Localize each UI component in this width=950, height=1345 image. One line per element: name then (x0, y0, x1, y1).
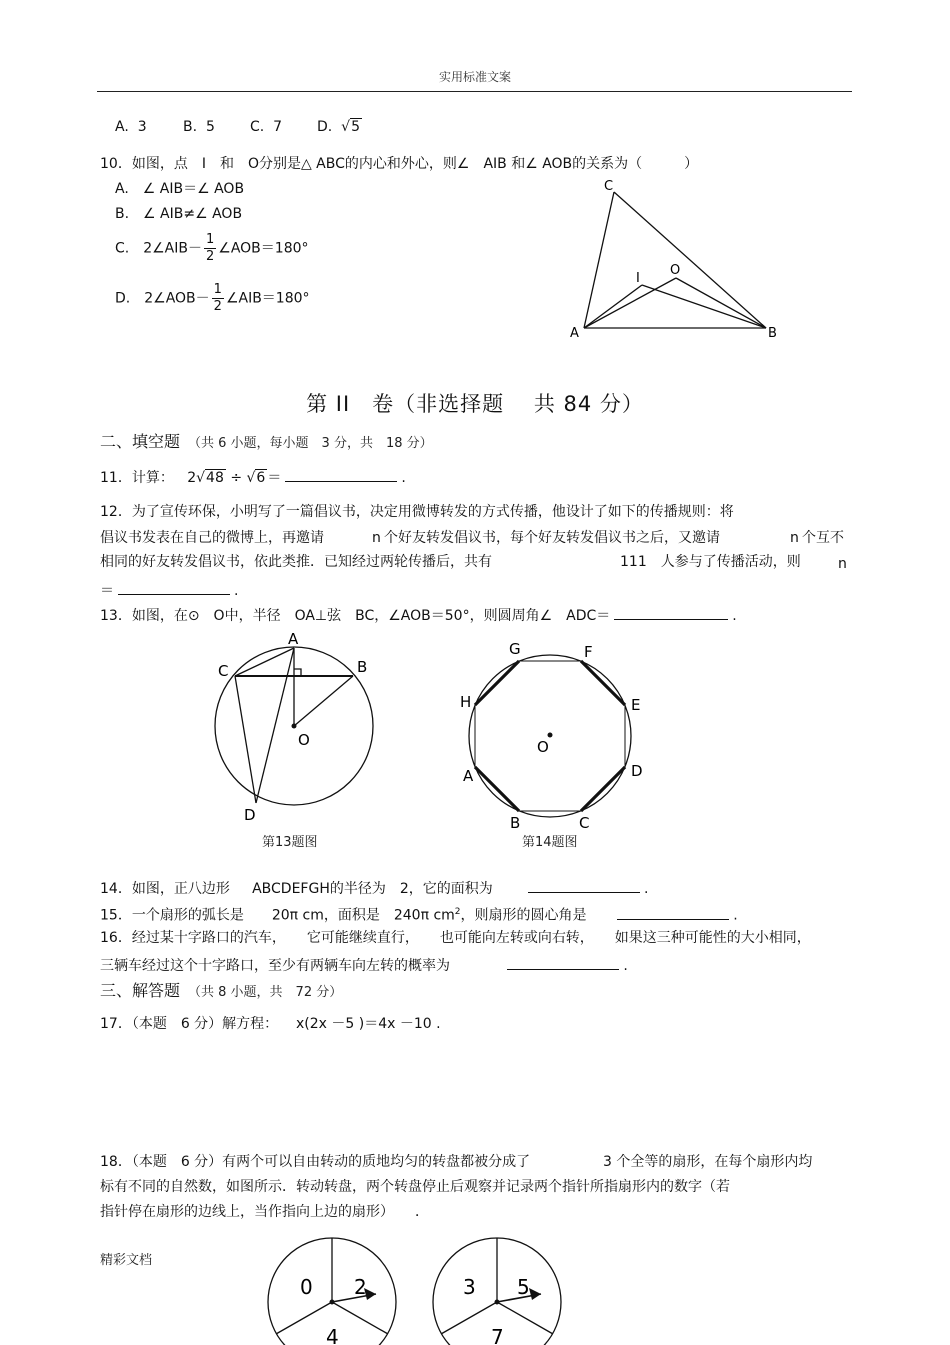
q14-answer-blank[interactable] (528, 878, 640, 893)
side-ac (584, 192, 614, 328)
spinner-2-divider-right (497, 1302, 553, 1334)
chord-da (256, 648, 294, 803)
label-a: A (463, 767, 474, 785)
chord-cd (235, 676, 256, 803)
spinner-1-number-4: 4 (326, 1325, 339, 1345)
fraction-half: $\frac{1}{2}$ (206, 232, 215, 264)
q16-line-1: 16．经过某十字路口的汽车， 它可能继续直行， 也可能向左转或向右转， 如果这三种可能性的大小相同， (100, 930, 811, 946)
page-footer: 精彩文档 (100, 1253, 153, 1268)
spinner-1-divider-right (332, 1302, 388, 1334)
q14: 14．如图，正八边形 ABCDEFGH的半径为 2，它的面积为 . (100, 878, 648, 898)
q12-line-2e: 个互不 (802, 530, 844, 546)
part-two-title: 第 II 卷（非选择题 共 84 分） (306, 392, 644, 416)
q17: 17．（本题 6 分）解方程： x(2x －5 )＝4x －10 . (100, 1016, 441, 1032)
segment-ib (642, 285, 766, 328)
right-angle-mark (294, 669, 301, 676)
q18-line-1a: 18．（本题 6 分）有两个可以自由转动的质地均匀的转盘都被分成了 (100, 1154, 531, 1170)
q18-line-3: 指针停在扇形的边线上，当作指向上边的扇形） ． (100, 1204, 429, 1220)
q11: 11．计算： 2√48 ÷ √6 ＝ . (100, 467, 406, 487)
label-c: C (604, 179, 614, 194)
q12-line-3b: 111 人参与了传播活动，则 (620, 554, 801, 570)
q13-answer-blank[interactable] (614, 605, 728, 620)
page-header: 实用标准文案 (438, 70, 511, 84)
label-h: H (460, 693, 472, 711)
q12-n-1: n (372, 530, 381, 546)
spinner-2 (427, 1230, 567, 1345)
q9-option-b: B. 5 (183, 119, 215, 135)
q10-option-a: A. ∠ AIB＝∠ AOB (115, 181, 245, 197)
q9-option-c: C. 7 (250, 119, 283, 135)
label-c: C (218, 662, 229, 680)
spinner-2-number-7: 7 (491, 1325, 504, 1345)
q18-line-2: 标有不同的自然数，如图所示．转动转盘，两个转盘停止后观察并记录两个指针所指扇形内的数字（若 (100, 1179, 730, 1195)
spinner-2-divider-left (441, 1302, 497, 1334)
segment-ao (584, 278, 676, 328)
q18-line-1b: 3 个全等的扇形，在每个扇形内均 (603, 1154, 813, 1170)
q16-answer-blank[interactable] (507, 955, 619, 970)
q10-option-d: D. 2∠AOB－ $\frac{1}{2}$ ∠AIB＝180° (115, 282, 310, 314)
label-o: O (670, 263, 681, 278)
center-dot (548, 733, 553, 738)
label-b: B (357, 658, 368, 676)
side-cb (614, 192, 766, 328)
q12-line-4: ＝ . (100, 580, 238, 600)
pointer-arrow-icon (529, 1288, 541, 1300)
q12-answer-blank[interactable] (118, 580, 230, 595)
q11-answer-blank[interactable] (285, 467, 397, 482)
label-d: D (631, 762, 643, 780)
label-d: D (244, 806, 256, 824)
spinner-1-number-0: 0 (300, 1275, 313, 1299)
q10-stem: 10．如图，点 I 和 O分别是△ ABC的内心和外心，则∠ AIB 和∠ AOB的关系为（ ） (100, 156, 699, 172)
center-dot (292, 724, 297, 729)
q12-n-2: n (790, 530, 799, 546)
q12-line-1: 12．为了宣传环保，小明写了一篇倡议书，决定用微博转发的方式传播，他设计了如下的传播规则：将 (100, 504, 734, 520)
q12-line-3a: 相同的好友转发倡议书，依此类推．已知经过两轮传播后，共有 (100, 554, 492, 570)
q10-option-c: C. 2∠AIB－ $\frac{1}{2}$ ∠AOB＝180° (115, 232, 309, 264)
spinner-1-divider-left (276, 1302, 332, 1334)
q16-line-2: 三辆车经过这个十字路口，至少有两辆车向左转的概率为 . (100, 955, 628, 975)
q10-triangle-figure (560, 172, 790, 347)
label-i: I (636, 271, 640, 286)
spinner-2-center (495, 1300, 500, 1305)
label-o: O (537, 738, 549, 756)
q12-n-3: n (838, 556, 847, 572)
label-b: B (510, 814, 521, 832)
label-a: A (570, 326, 579, 341)
q15-answer-blank[interactable] (617, 905, 729, 920)
section-3-heading: 三、解答题 （共 8 小题，共 72 分） (100, 981, 343, 1000)
label-f: F (584, 643, 593, 661)
segment-ob (676, 278, 766, 328)
spinner-1-number-2: 2 (354, 1275, 367, 1299)
spinner-2-number-3: 3 (463, 1275, 476, 1299)
spinner-2-number-5: 5 (517, 1275, 530, 1299)
label-b: B (768, 326, 777, 341)
fraction-half: $\frac{1}{2}$ (213, 282, 222, 314)
q14-caption: 第14题图 (522, 835, 578, 850)
q15: 15．一个扇形的弧长是 20π cm，面积是 240π $cm^2$，则扇形的圆心角是 . (100, 903, 738, 925)
q12-line-2c: 个好友转发倡议书，每个好友转发倡议书之后，又邀请 (384, 530, 720, 546)
spinner-1-center (330, 1300, 335, 1305)
q14-octagon-figure (455, 638, 655, 838)
spinner-1 (262, 1230, 402, 1345)
label-a: A (288, 630, 299, 648)
label-e: E (631, 696, 641, 714)
q9-option-a: A. 3 (115, 119, 147, 135)
header-rule (97, 91, 852, 92)
label-o: O (298, 731, 310, 749)
section-2-heading: 二、填空题 （共 6 小题，每小题 3 分，共 18 分） (100, 432, 433, 451)
q12-line-2a: 倡议书发表在自己的微博上，再邀请 (100, 530, 324, 546)
q9-option-d: D. √5 (317, 119, 360, 135)
radius-ob (294, 676, 353, 726)
label-c: C (579, 814, 590, 832)
q10-option-b: B. ∠ AIB≠∠ AOB (115, 206, 243, 222)
q13-caption: 第13题图 (262, 835, 318, 850)
q13-circle-figure (205, 628, 385, 828)
label-g: G (509, 640, 521, 658)
q13: 13．如图，在⊙ O中，半径 OA⊥弦 BC，∠AOB＝50°，则圆周角∠ ADC＝ . (100, 605, 737, 625)
